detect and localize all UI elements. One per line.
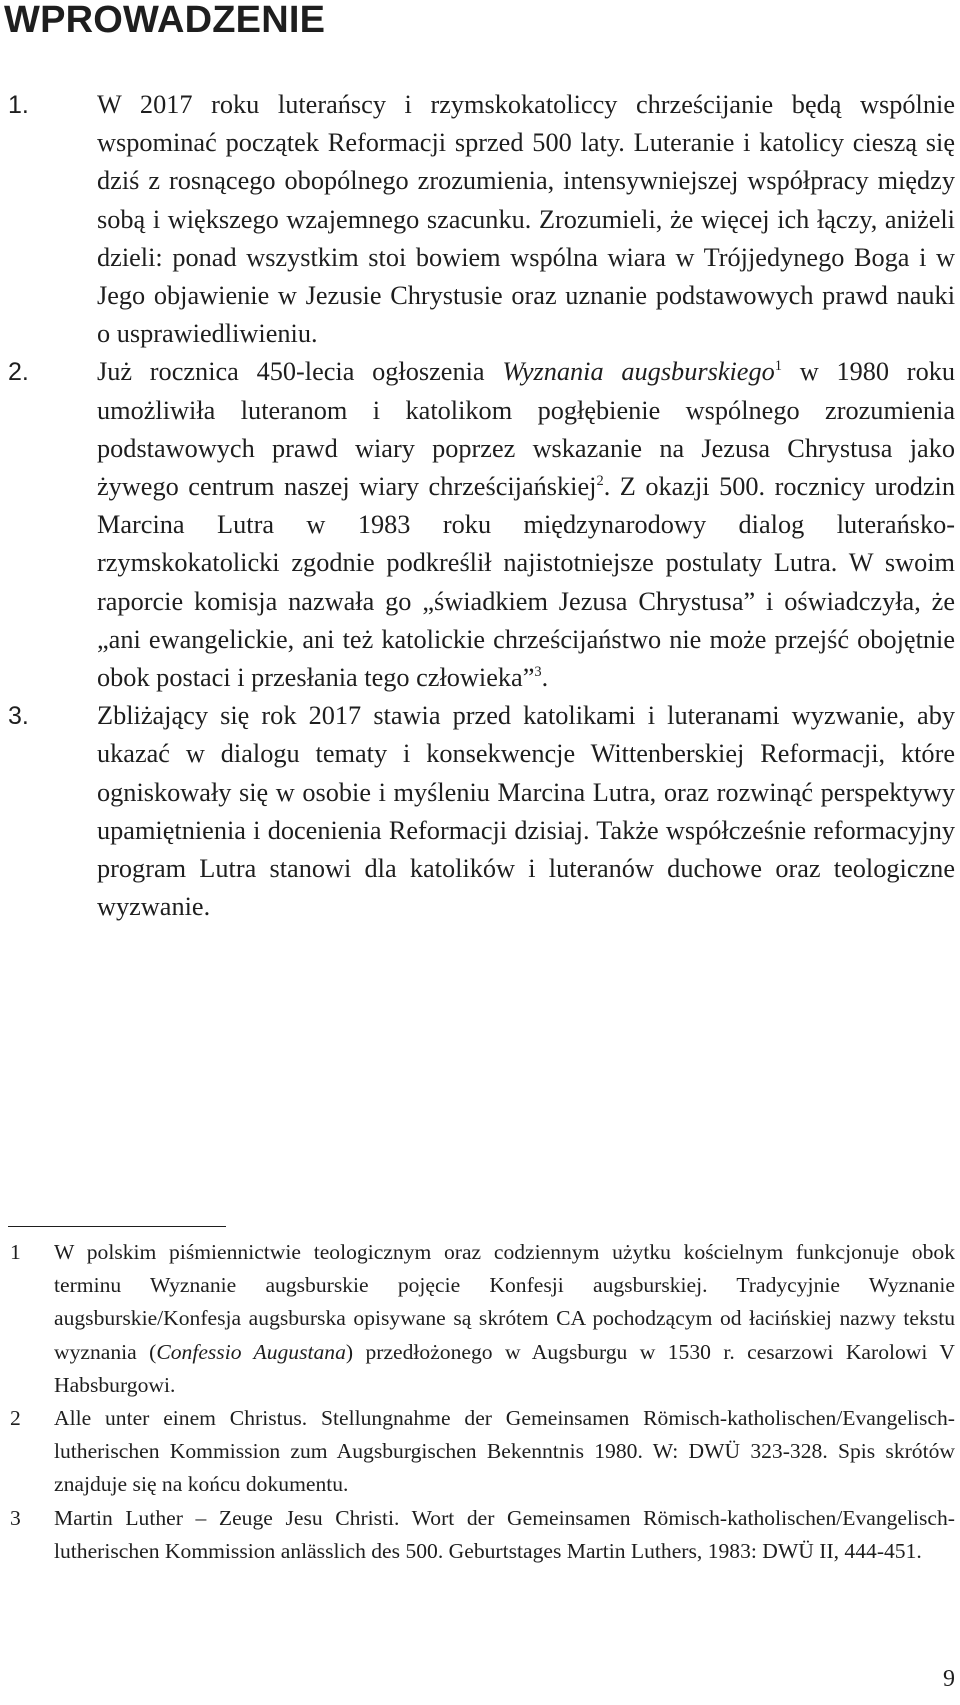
footnote-separator	[8, 1226, 226, 1227]
paragraph-text: Już rocznica 450-lecia ogłoszenia	[97, 357, 503, 387]
footnote-text: Alle unter einem Christus. Stellungnahme der Gemeinsamen Römisch-katholischen/Evangelisch-lutherischen Kommission zum Augsburgischen Bekenntnis 1980. W: DWÜ 323-328. Spis skrótów znajduje się na końcu dokumentu.	[54, 1406, 955, 1497]
footnote-number: 2	[10, 1406, 21, 1431]
paragraph-3	[0, 697, 960, 926]
paragraph-number: 3.	[8, 702, 29, 731]
footnote-text: W polskim piśmiennictwie teologicznym oraz codziennym użytku kościelnym funkcjonuje obok terminu Wyznanie augsburskie pojęcie Konfesji augsburskiej. Tradycyjnie Wyznanie augsburskie/Konfesja augsburska opisywane są skrótem CA pochodzącym od łacińskiej nazwy tekstu wyznania (	[54, 1240, 955, 1364]
footnote-text: ) przedłożonego w Augsburgu w 1530 r. cesarzowi Karolowi V Habsburgowi.	[54, 1339, 955, 1397]
footnote-3	[0, 1502, 960, 1568]
paragraph-text: .	[541, 663, 549, 693]
paragraph-number: 2.	[8, 358, 29, 387]
footnote-ref-3[interactable]: 3	[534, 664, 542, 681]
work-title: Wyznania augsburskiego	[502, 357, 775, 387]
footnote-ref-2[interactable]: 2	[596, 473, 604, 490]
numbered-paragraphs	[0, 86, 960, 926]
footnotes	[0, 1236, 960, 1568]
page-title: WPROWADZENIE	[4, 0, 326, 41]
footnote-number: 3	[10, 1505, 21, 1530]
footnote-number: 1	[10, 1240, 21, 1264]
paragraph-text: w 1980 roku umożliwiła luteranom i katolikom pogłębienie wspólnego zrozumienia podstawowych prawd wiary poprzez wskazanie na Jezusa Chrystusa jako żywego centrum naszej wiary chrześcijańskiej	[97, 357, 956, 502]
paragraph-text: W 2017 roku luterańscy i rzymskokatoliccy chrześcijanie będą wspólnie wspominać początek Reformacji sprzed 500 laty. Luteranie i katolicy cieszą się dziś z rosnącego obopólnego zrozumienia, intensywniejszej współpracy między sobą i większego wzajemnego szacunku. Zrozumieli, że więcej ich łączy, aniżeli dzieli: ponad wszystkim stoi bowiem wspólna wiara w Trójjedynego Boga i w Jego objawienie w Jezusie Chrystusie oraz uznanie podstawowych prawd nauki o usprawiedliwieniu.	[97, 90, 955, 349]
paragraph-text: Zbliżający się rok 2017 stawia przed katolikami i luteranami wyzwanie, aby ukazać w dialogu tematy i konsekwencje Wittenberskiej Reformacji, które ogniskowały się w osobie i myśleniu Marcina Lutra, oraz rozwinąć perspektywy upamiętnienia i docenienia Reformacji dzisiaj. Także współcześnie reformacyjny program Lutra stanowi dla katolików i luteranów duchowe oraz teologiczne wyzwanie.	[97, 701, 955, 922]
paragraph-text: . Z okazji 500. rocznicy urodzin Marcina Lutra w 1983 roku międzynarodowy dialog luterańsko-rzymskokatolicki zgodnie podkreślił najistotniejsze postulaty Lutra. W swoim raporcie komisja nazwała go „świadkiem Jezusa Chrystusa” i oświadczyła, że „ani ewangelickie, ani też katolickie chrześcijaństwo nie może przejść obojętnie obok postaci i przesłania tego człowieka”	[97, 472, 955, 693]
page-number: 9	[943, 1666, 955, 1692]
latin-title: Confessio Augustana	[156, 1339, 346, 1364]
footnote-1	[0, 1236, 960, 1402]
footnote-text: Martin Luther – Zeuge Jesu Christi. Wort der Gemeinsamen Römisch-katholischen/Evangelisch-lutherischen Kommission anlässlich des 500. Geburtstages Martin Luthers, 1983: DWÜ II, 444-451.	[54, 1505, 955, 1563]
footnote-2	[0, 1402, 960, 1502]
paragraph-number: 1.	[8, 91, 29, 119]
paragraph-2	[0, 353, 960, 697]
paragraph-1	[0, 86, 960, 353]
footnote-ref-1[interactable]: 1	[774, 358, 783, 375]
